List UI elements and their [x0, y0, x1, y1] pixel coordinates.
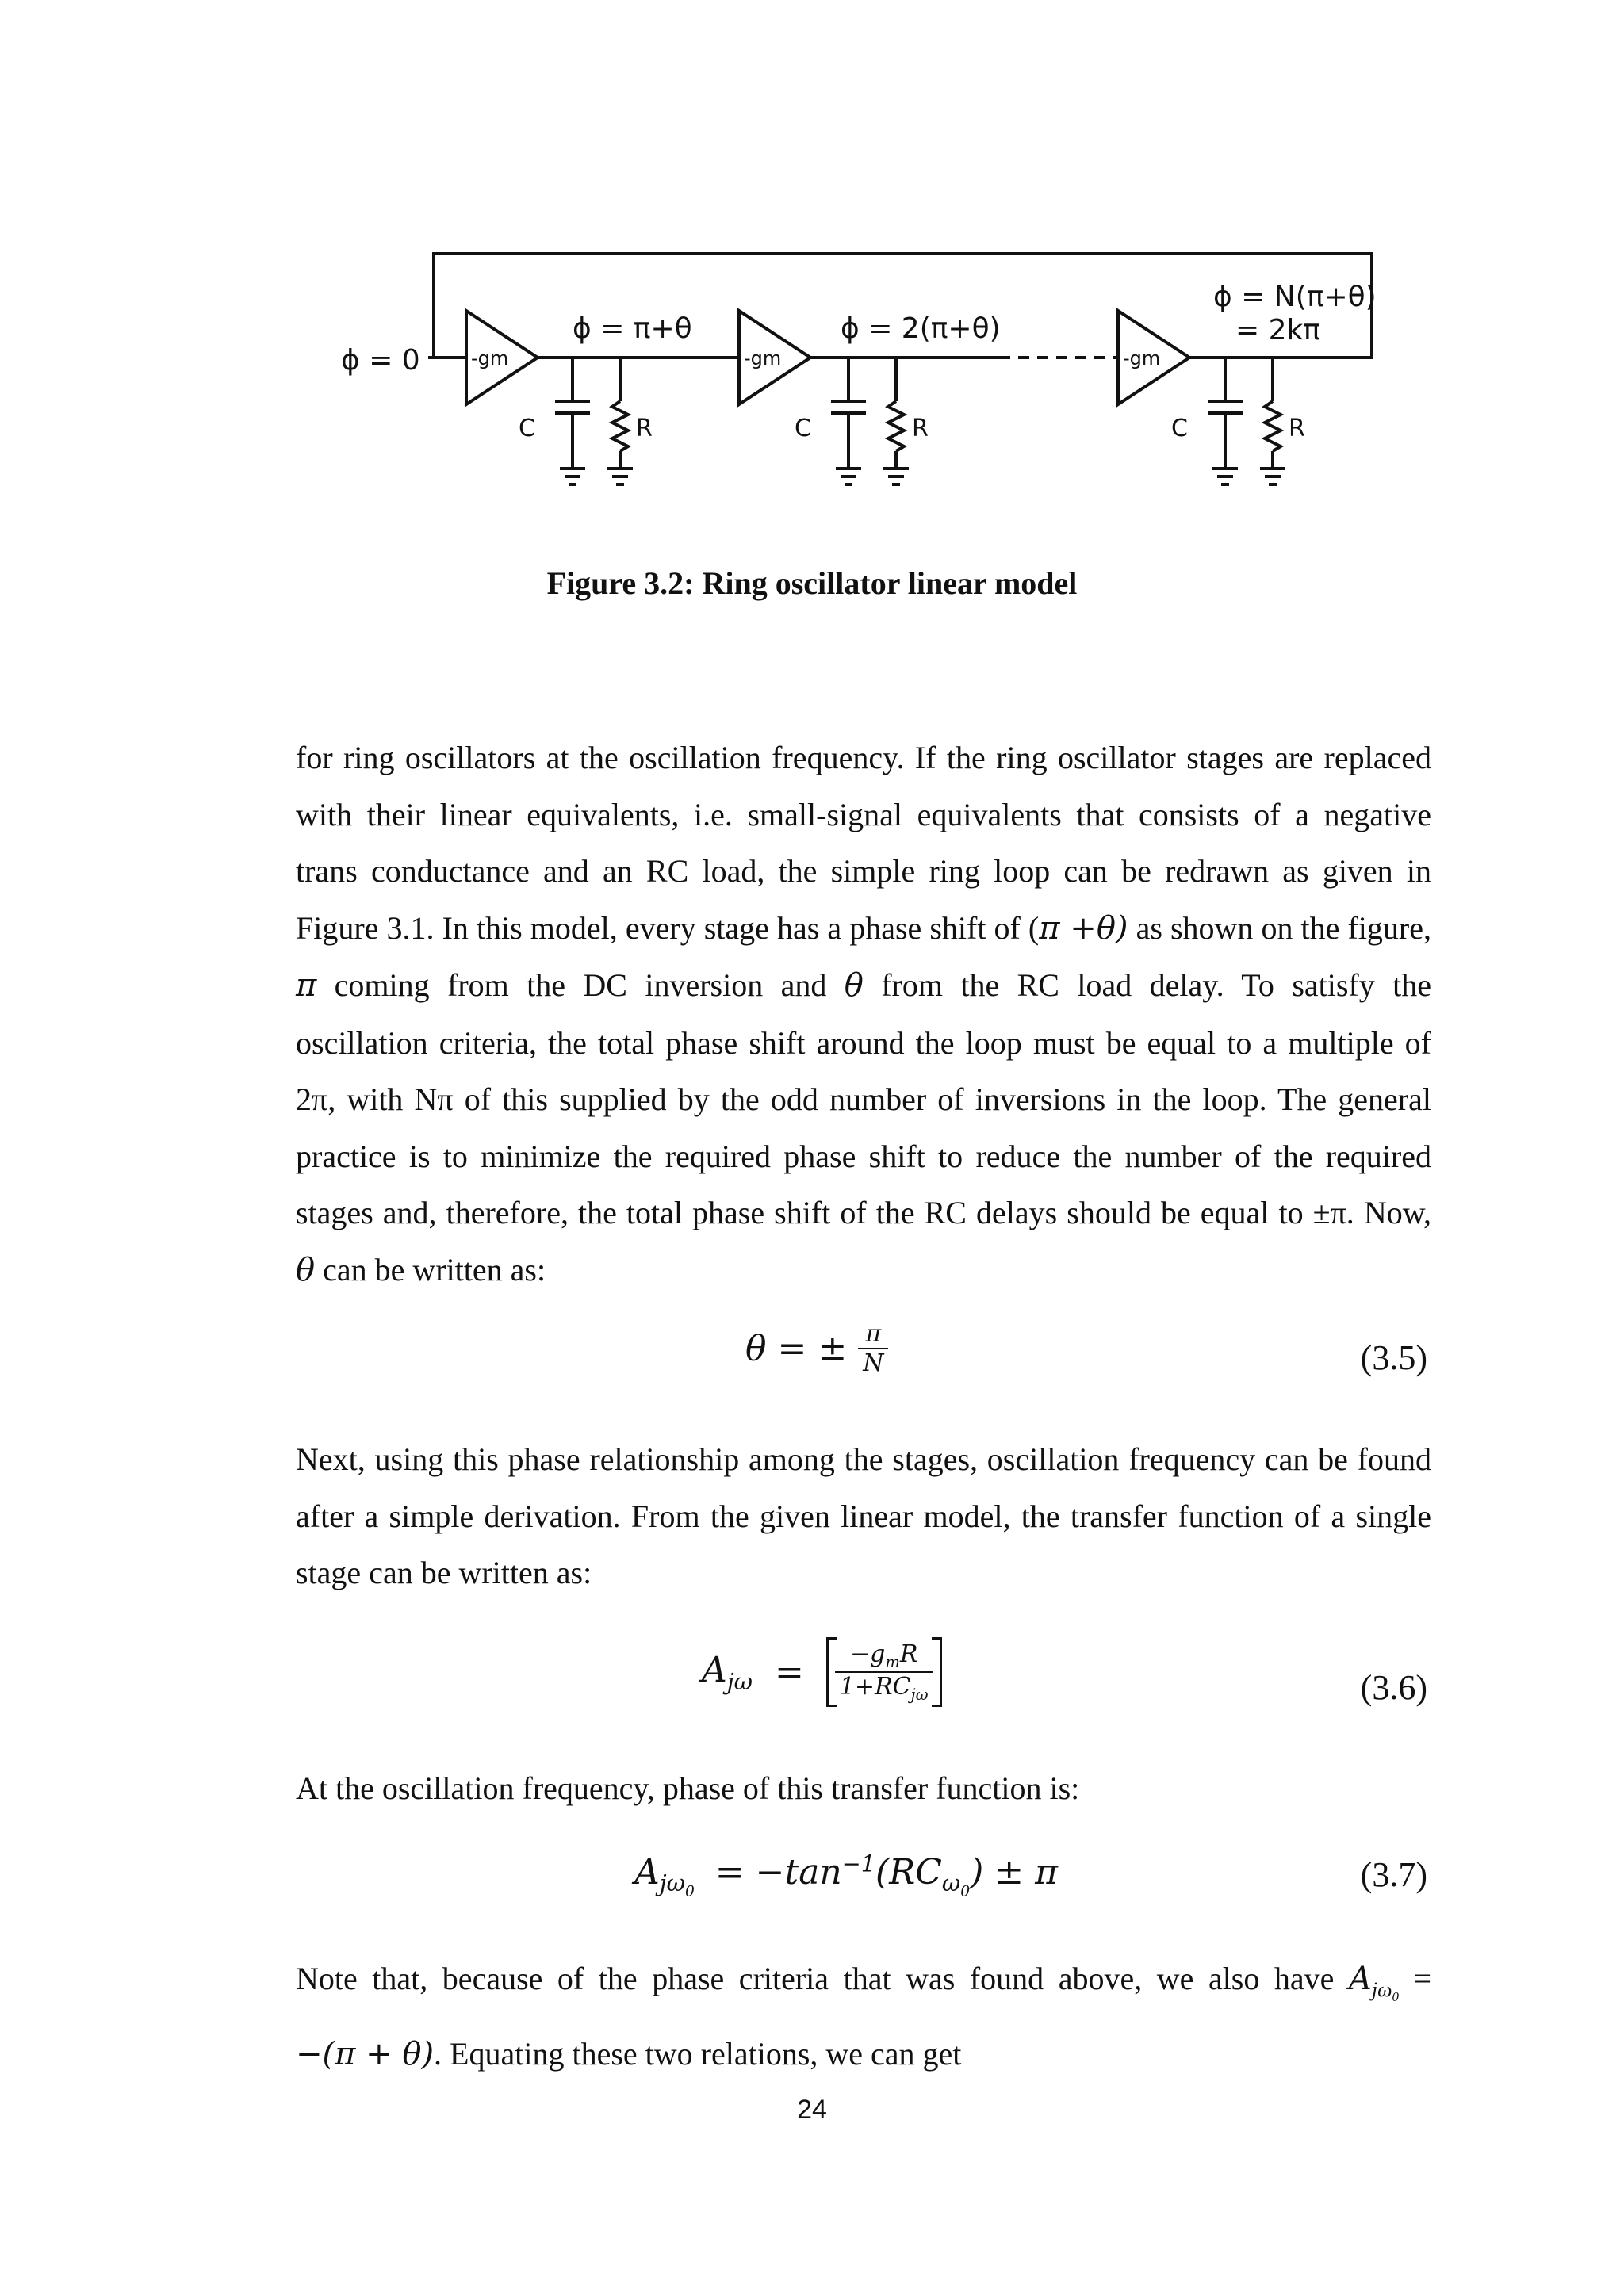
circuit-diagram [317, 238, 1396, 539]
phi-stage2-label: ϕ = 2(π+θ) [841, 312, 1001, 345]
text-line: π coming from the DC inversion and θ from the RC load delay. To satisfy the [296, 967, 1431, 1004]
paragraph-1 [296, 729, 1431, 1299]
eq36-bracket [826, 1637, 942, 1707]
text-line: with their linear equivalents, i.e. small-signal equivalents that consists of a negative [296, 796, 1431, 832]
text-line: stages and, therefore, the total phase shift of the RC delays should be equal to ±π. Now, [296, 1195, 1431, 1230]
res-label-1: R [636, 415, 653, 442]
paragraph-3 [296, 1760, 1431, 1817]
eq36-fraction: $\frac{-g_mR}{1+RC_{j\omega}}$ [835, 1640, 933, 1704]
rc-load-3 [1208, 358, 1285, 484]
text-line: Next, using this phase relationship among the stages, oscillation frequency can be found [296, 1441, 1431, 1477]
text-line: oscillation criteria, the total phase shift around the loop must be equal to a multiple of [296, 1024, 1431, 1061]
equation-3-7 [0, 1843, 1624, 1915]
equation-3-5 [0, 1320, 1624, 1407]
res-label-2: R [912, 415, 929, 442]
equation-3-6 [0, 1637, 1624, 1740]
text-line: 2π, with Nπ of this supplied by the odd number of inversions in the loop. The general [296, 1081, 1431, 1117]
page-number: 24 [797, 2095, 827, 2125]
phi-stage1-label: ϕ = π+θ [573, 312, 692, 345]
figure-caption: Figure 3.2: Ring oscillator linear model [546, 565, 1078, 601]
equals-sign: = [774, 1651, 804, 1693]
cap-label-2: C [795, 415, 811, 442]
eq37-lhs: $A_{j\omega_0}$ [634, 1851, 695, 1901]
phi-output-label-1: ϕ = N(π+θ) [1213, 281, 1377, 313]
text-line: for ring oscillators at the oscillation frequency. If the ring oscillator stages are replaced [296, 740, 1431, 775]
ring-oscillator-figure [317, 238, 1396, 539]
phi-input-label: ϕ = 0 [341, 344, 420, 377]
text-line: At the oscillation frequency, phase of this transfer function is: [296, 1770, 1080, 1806]
res-label-3: R [1289, 415, 1305, 442]
text-line: Note that, because of the phase criteria that was found above, we also have $A_{j\omega_0}$ = [296, 1961, 1432, 2005]
paragraph-2 [296, 1431, 1431, 1601]
eq35-lhs: θ = ± [745, 1328, 848, 1369]
text-line: stage can be written as: [296, 1555, 592, 1590]
equation-number: (3.6) [1360, 1668, 1427, 1707]
paragraph-4 [296, 1950, 1431, 2083]
text-line: −(π + θ). Equating these two relations, we can get [296, 2035, 962, 2072]
equation-number: (3.7) [1360, 1855, 1427, 1894]
eq37-rhs: = $-\tan^{-1}(RC_{\omega_0}) \pm \pi$ [714, 1850, 1058, 1901]
text-line: Figure 3.1. In this model, every stage has a phase shift of (π +θ) as shown on the figure, [296, 909, 1431, 947]
text-line: θ can be written as: [296, 1251, 546, 1288]
rc-load-2 [831, 358, 909, 484]
amp-label-2: -gm [744, 347, 782, 369]
amp-label-1: -gm [471, 347, 509, 369]
eq36-lhs: $A_{j\omega}$ [702, 1649, 753, 1695]
equation-number: (3.5) [1360, 1338, 1427, 1377]
cap-label-3: C [1171, 415, 1188, 442]
amp-label-3: -gm [1123, 347, 1161, 369]
text-line: practice is to minimize the required phase shift to reduce the number of the required [296, 1138, 1431, 1174]
text-line: trans conductance and an RC load, the simple ring loop can be redrawn as given in [296, 853, 1431, 889]
eq35-fraction: $\frac{\pi}{N}$ [858, 1320, 888, 1377]
text-line: after a simple derivation. From the given linear model, the transfer function of a single [296, 1498, 1431, 1534]
rc-load-1 [555, 358, 633, 484]
cap-label-1: C [519, 415, 535, 442]
phi-output-label-2: = 2kπ [1235, 314, 1321, 346]
